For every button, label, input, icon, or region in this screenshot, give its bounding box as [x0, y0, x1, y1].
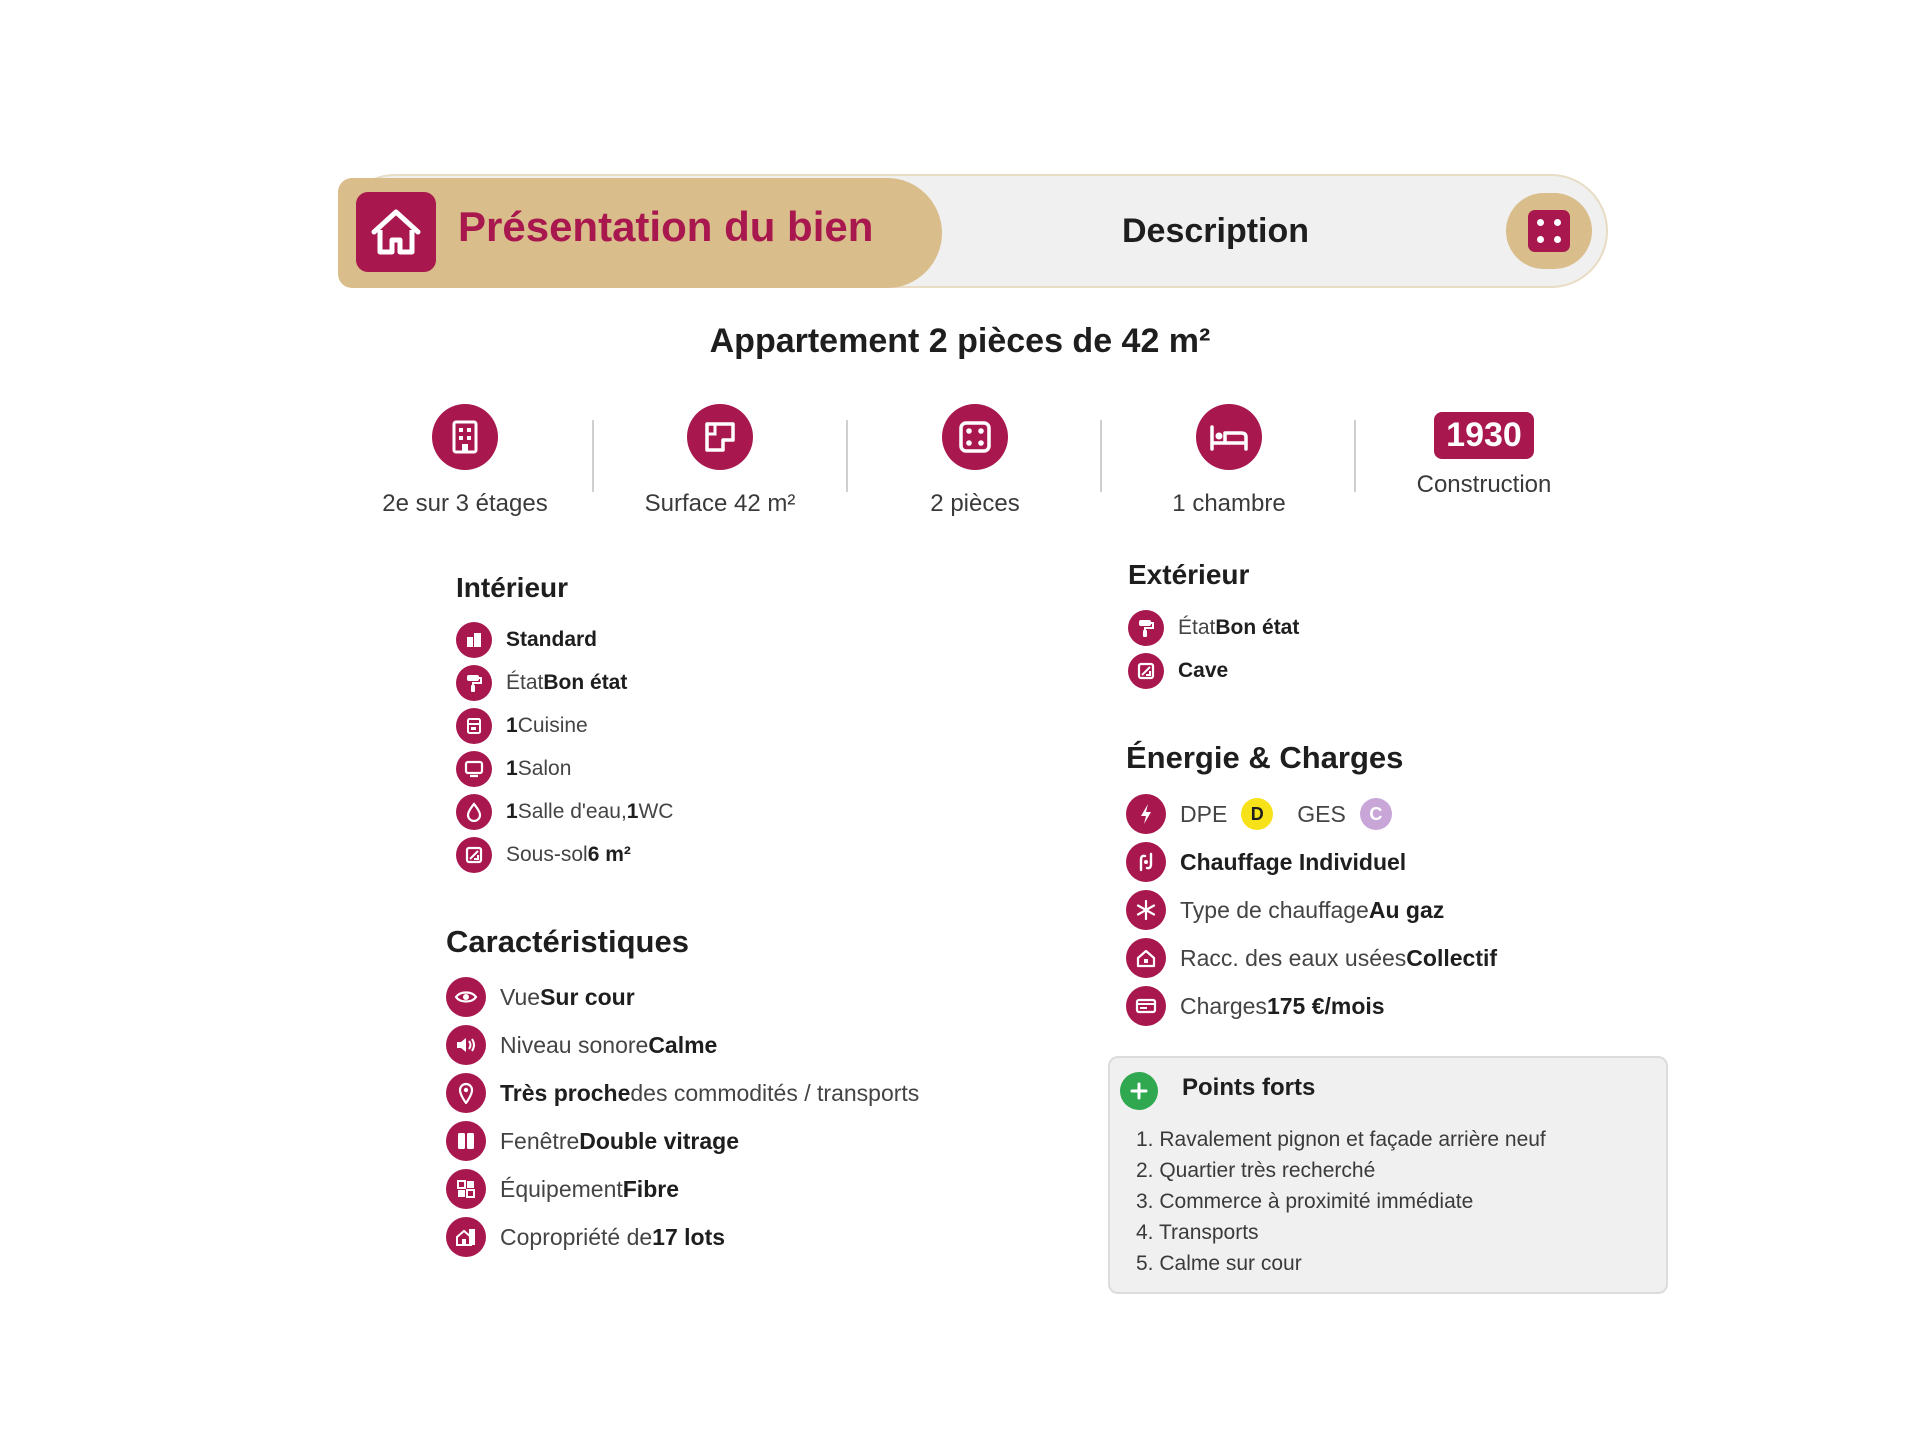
key-figure-label: Surface 42 m² [644, 490, 796, 517]
list-item: Chauffage Individuel [1126, 838, 1497, 886]
tv-icon [456, 751, 492, 787]
key-figure-label: 1 chambre [1172, 490, 1286, 517]
list-item: Copropriété de 17 lots [446, 1213, 919, 1261]
list-item: 4. Transports [1136, 1221, 1259, 1244]
points-forts-list [1136, 1124, 1546, 1279]
divider [1354, 420, 1356, 492]
list-item: Fenêtre Double vitrage [446, 1117, 919, 1165]
basement-icon [1128, 653, 1164, 689]
house-drain-icon [1126, 938, 1166, 978]
list-item: Standard [456, 618, 673, 661]
energie-list [1126, 790, 1497, 1030]
kitchen-icon [456, 708, 492, 744]
list-item: Cave [1128, 649, 1299, 692]
dpe-label: DPE [1180, 800, 1228, 827]
list-item: Très proche des commodités / transports [446, 1069, 919, 1117]
key-figure-label: Construction [1416, 471, 1552, 498]
ges-grade-badge: C [1360, 798, 1392, 830]
charges-icon [1126, 986, 1166, 1026]
list-item: 1 Salon [456, 747, 673, 790]
list-item: Charges 175 €/mois [1126, 982, 1497, 1030]
list-item: État Bon état [1128, 606, 1299, 649]
section-heading-energie: Énergie & Charges [1126, 740, 1404, 775]
list-item: 1 Cuisine [456, 704, 673, 747]
paint-roller-icon [456, 665, 492, 701]
list-item: Racc. des eaux usées Collectif [1126, 934, 1497, 982]
key-figure-floor [355, 404, 575, 518]
interieur-list [456, 618, 673, 876]
list-item: État Bon état [456, 661, 673, 704]
water-drop-icon [456, 794, 492, 830]
key-figure-surface [610, 404, 830, 518]
condo-icon [446, 1217, 486, 1257]
key-figure-bedrooms [1119, 404, 1339, 518]
points-forts-title: Points forts [1182, 1074, 1316, 1101]
divider [592, 420, 594, 492]
tab-description[interactable]: Description [1122, 212, 1310, 250]
section-heading-interieur: Intérieur [456, 572, 569, 603]
heating-icon [1126, 842, 1166, 882]
eye-icon [446, 977, 486, 1017]
list-item: Équipement Fibre [446, 1165, 919, 1213]
basement-icon [456, 837, 492, 873]
exterieur-list [1128, 606, 1299, 692]
speaker-icon [446, 1025, 486, 1065]
key-figure-construction [1374, 406, 1594, 499]
grid-menu-button[interactable] [1506, 193, 1592, 269]
dpe-grade-badge: D [1241, 798, 1273, 830]
home-icon [356, 192, 436, 272]
equipment-icon [446, 1169, 486, 1209]
divider [846, 420, 848, 492]
caracteristiques-list [446, 973, 919, 1261]
building-icon [432, 404, 498, 470]
plus-icon [1120, 1072, 1158, 1110]
list-item: 1 Salle d'eau, 1 WC [456, 790, 673, 833]
snowflake-icon [1126, 890, 1166, 930]
list-item: 1. Ravalement pignon et façade arrière neuf [1136, 1128, 1546, 1151]
list-item: 5. Calme sur cour [1136, 1252, 1302, 1275]
paint-roller-icon [1128, 610, 1164, 646]
window-icon [446, 1121, 486, 1161]
list-item: 2. Quartier très recherché [1136, 1159, 1376, 1182]
tab-presentation-label[interactable]: Présentation du bien [458, 203, 874, 250]
key-figure-rooms [865, 404, 1085, 518]
location-pin-icon [446, 1073, 486, 1113]
lightning-icon [1126, 794, 1166, 834]
list-item: Sous-sol 6 m² [456, 833, 673, 876]
rooms-icon [942, 404, 1008, 470]
ges-label: GES [1297, 800, 1346, 827]
year-badge: 1930 [1434, 412, 1534, 459]
standard-icon [456, 622, 492, 658]
key-figure-label: 2e sur 3 étages [382, 490, 548, 517]
key-figure-label: 2 pièces [930, 490, 1020, 517]
divider [1100, 420, 1102, 492]
list-item: Vue Sur cour [446, 973, 919, 1021]
grid-icon [1528, 210, 1570, 252]
section-heading-caracteristiques: Caractéristiques [446, 924, 689, 959]
list-item: Niveau sonore Calme [446, 1021, 919, 1069]
page-title: Appartement 2 pièces de 42 m² [709, 322, 1211, 360]
list-item: 3. Commerce à proximité immédiate [1136, 1190, 1474, 1213]
bed-icon [1196, 404, 1262, 470]
floorplan-icon [687, 404, 753, 470]
dpe-ges-row [1126, 790, 1497, 838]
section-heading-exterieur: Extérieur [1128, 559, 1250, 590]
list-item: Type de chauffage Au gaz [1126, 886, 1497, 934]
